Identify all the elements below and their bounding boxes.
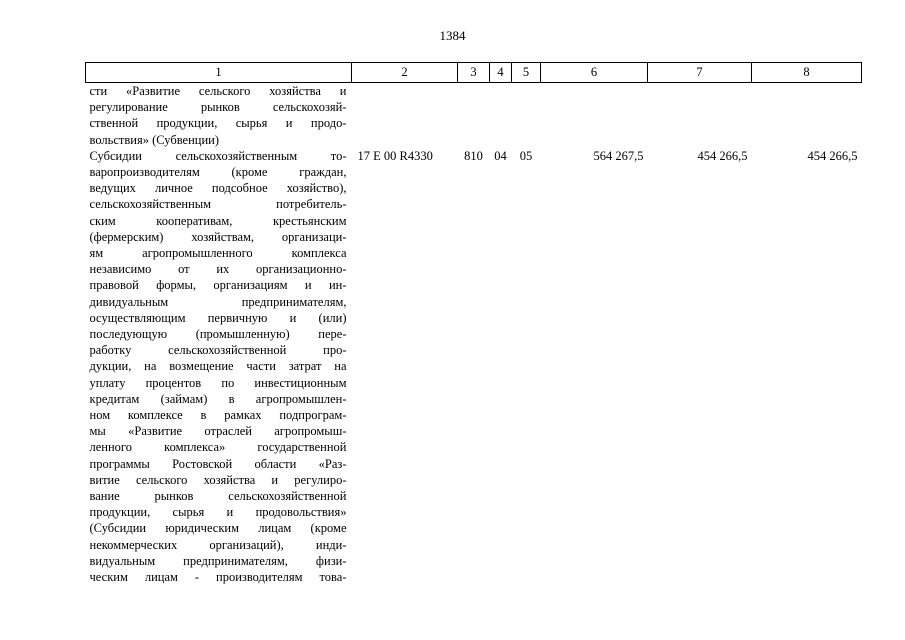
page-number: 1384 [439, 28, 466, 43]
description-line: витие сельского хозяйства и регулиро- [89, 472, 347, 487]
description-line: ном комплексе в рамках подпрограм- [89, 408, 347, 423]
description-line: продукции, сырья и продовольствия» [89, 505, 347, 520]
description-line: ленного комплекса» государственной [89, 440, 347, 455]
description-line: видуальным предпринимателям, физи- [89, 553, 347, 568]
table-row [86, 83, 862, 148]
description-line: дивидуальным предпринимателям, [89, 294, 347, 309]
description-line: последующую (промышленную) пере- [89, 327, 347, 342]
description-line: некоммерческих организаций), инди- [89, 537, 347, 552]
description-line: сельскохозяйственным потребитель- [89, 197, 347, 212]
column-header-1: 1 [86, 63, 352, 83]
description-line: независимо от их организационно- [89, 262, 347, 277]
description-line: ведущих личное подсобное хозяйство), [89, 181, 347, 196]
description-line: ственной продукции, сырья и продо- [89, 116, 347, 131]
row-section [490, 83, 512, 148]
description-line: вание рынков сельскохозяйственной [89, 489, 347, 504]
column-header-8: 8 [752, 63, 862, 83]
column-header-4: 4 [490, 63, 512, 83]
table-header [86, 63, 862, 83]
description-line: осуществляющим первичную и (или) [89, 310, 347, 325]
row-amount-1 [541, 83, 648, 148]
column-header-7: 7 [648, 63, 752, 83]
row-expense-type: 810 [464, 148, 483, 163]
description-line: регулирование рынков сельскохозяй- [89, 100, 347, 115]
description-line: сти «Развитие сельского хозяйства и [89, 84, 347, 98]
row-amount-1: 564 267,5 [593, 148, 644, 163]
row-subsection [512, 83, 541, 148]
description-line: Субсидии сельскохозяйственным то- [89, 148, 347, 163]
row-code: 17 Е 00 R4330 [357, 148, 433, 163]
description-line: мы «Развитие отраслей агропромыш- [89, 424, 347, 439]
description-line: программы Ростовской области «Раз- [89, 456, 347, 471]
column-header-3: 3 [458, 63, 490, 83]
row-description [86, 148, 352, 585]
description-line: (Субсидии юридическим лицам (кроме [89, 521, 347, 536]
row-amount-3 [752, 83, 862, 148]
row-amount-3: 454 266,5 [807, 148, 858, 163]
row-expense-type [458, 83, 490, 148]
description-line: дукции, на возмещение части затрат на [89, 359, 347, 374]
column-header-2: 2 [352, 63, 458, 83]
row-description [86, 83, 352, 148]
description-line: (фермерским) хозяйствам, организаци- [89, 229, 347, 244]
row-code [352, 83, 458, 148]
row-amount-2 [648, 83, 752, 148]
description-line: вольствия» (Субвенции) [89, 132, 219, 147]
column-header-6: 6 [541, 63, 648, 83]
description-line: варопроизводителям (кроме граждан, [89, 165, 347, 180]
description-line: ям агропромышленного комплекса [89, 246, 347, 261]
row-subsection: 05 [519, 148, 533, 163]
description-line: ским кооперативам, крестьянским [89, 213, 347, 228]
header-row [86, 63, 862, 83]
description-line: правовой формы, организациям и ин- [89, 278, 347, 293]
budget-table [85, 62, 862, 585]
description-line: работку сельскохозяйственной про- [89, 343, 347, 358]
row-amount-2: 454 266,5 [697, 148, 748, 163]
table-row [86, 148, 862, 585]
row-section: 04 [494, 148, 507, 163]
description-line: ческим лицам - производителям това- [89, 570, 347, 585]
description-line: кредитам (займам) в агропромышлен- [89, 391, 347, 406]
column-header-5: 5 [512, 63, 541, 83]
description-line: уплату процентов по инвестиционным [89, 375, 347, 390]
